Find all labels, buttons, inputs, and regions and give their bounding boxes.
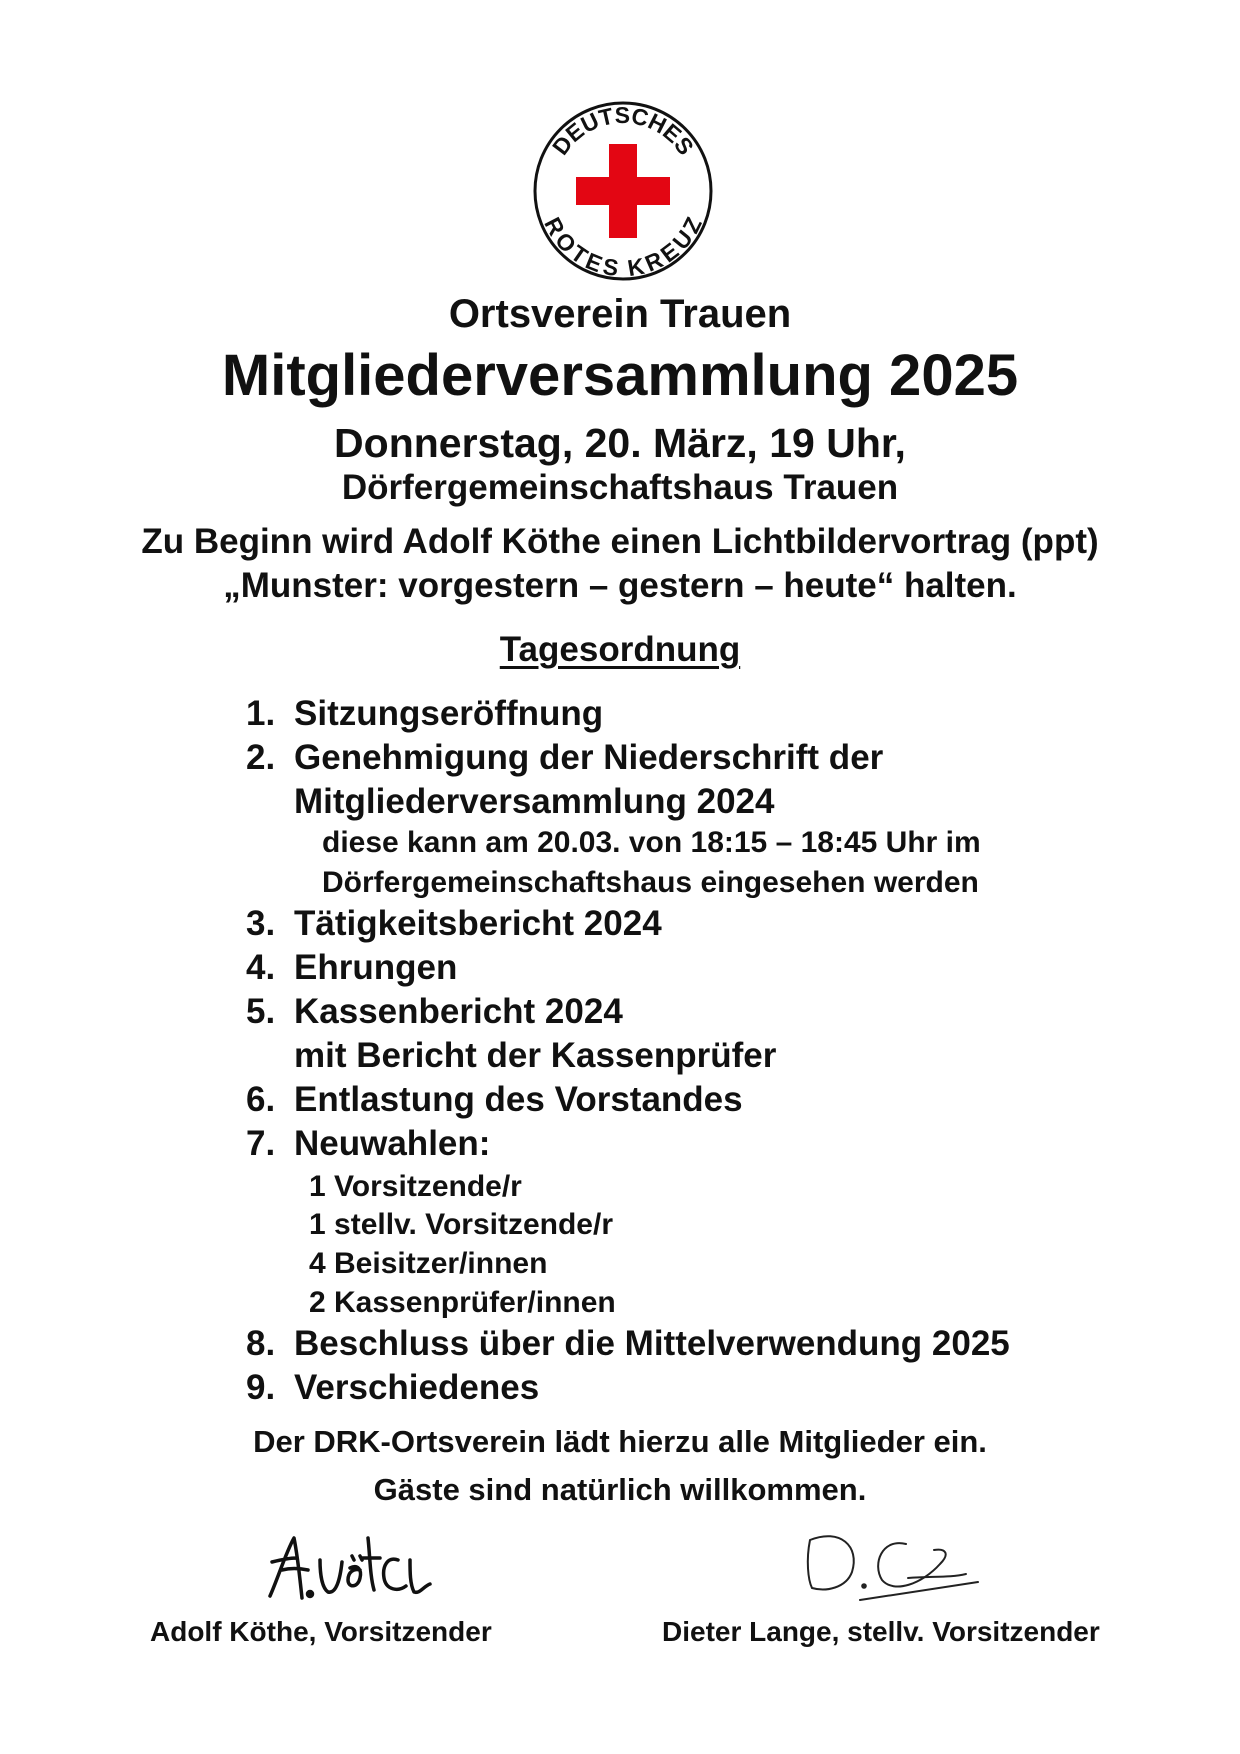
agenda-item-6: Entlastung des Vorstandes [294, 1080, 743, 1119]
agenda-num-4: 4. [246, 948, 276, 987]
intro-line-1: Zu Beginn wird Adolf Köthe einen Lichtbildervortrag (ppt) [141, 522, 1099, 561]
agenda-num-1: 1. [246, 694, 276, 733]
page-title: Mitgliederversammlung 2025 [221, 343, 1019, 408]
agenda-item-7-sub-3: 4 Beisitzer/innen [309, 1247, 548, 1280]
signature-left [264, 1530, 434, 1610]
agenda-num-6: 6. [246, 1080, 276, 1119]
agenda-item-3: Tätigkeitsbericht 2024 [294, 904, 662, 943]
agenda-num-9: 9. [246, 1368, 276, 1407]
agenda-item-5-line-2: mit Bericht der Kassenprüfer [294, 1036, 777, 1075]
agenda-item-4: Ehrungen [294, 948, 458, 987]
agenda-item-1: Sitzungseröffnung [294, 694, 604, 733]
red-cross-emblem [530, 98, 716, 284]
logo-bottom-text: ROTES KREUZ [539, 213, 707, 282]
drk-logo [530, 98, 716, 284]
agenda-item-5: Kassenbericht 2024 [294, 992, 623, 1031]
signature-right [790, 1520, 990, 1610]
closing-line-1: Der DRK-Ortsverein lädt hierzu alle Mitglieder ein. [253, 1424, 987, 1459]
intro-line-2: „Munster: vorgestern – gestern – heute“ halten. [223, 566, 1017, 605]
agenda-item-9: Verschiedenes [294, 1368, 540, 1407]
signer-left-name: Adolf Köthe, Vorsitzender [150, 1616, 492, 1647]
agenda-item-7-sub-1: 1 Vorsitzende/r [309, 1170, 522, 1203]
agenda-title: Tagesordnung [499, 630, 741, 669]
agenda-item-2-note-1: diese kann am 20.03. von 18:15 – 18:45 Uhr im [322, 826, 981, 859]
agenda-num-8: 8. [246, 1324, 276, 1363]
agenda-item-8: Beschluss über die Mittelverwendung 2025 [294, 1324, 1010, 1363]
event-date: Donnerstag, 20. März, 19 Uhr, [334, 420, 906, 466]
logo-top-text: DEUTSCHES [547, 101, 700, 160]
cross-horizontal [576, 177, 670, 205]
agenda-item-7-sub-2: 1 stellv. Vorsitzende/r [309, 1208, 613, 1241]
agenda-num-5: 5. [246, 992, 276, 1031]
agenda-num-7: 7. [246, 1124, 276, 1163]
event-venue: Dörfergemeinschaftshaus Trauen [341, 468, 899, 507]
org-name: Ortsverein Trauen [448, 292, 792, 336]
agenda-item-7: Neuwahlen: [294, 1124, 491, 1163]
agenda-item-2-line-2: Mitgliederversammlung 2024 [294, 782, 775, 821]
closing-line-2: Gäste sind natürlich willkommen. [373, 1472, 867, 1507]
agenda-item-7-sub-4: 2 Kassenprüfer/innen [309, 1286, 616, 1319]
agenda-num-3: 3. [246, 904, 276, 943]
agenda-item-2-note-2: Dörfergemeinschaftshaus eingesehen werden [322, 866, 979, 899]
signer-right-name: Dieter Lange, stellv. Vorsitzender [662, 1616, 1100, 1647]
agenda-item-2: Genehmigung der Niederschrift der [294, 738, 884, 777]
agenda-num-2: 2. [246, 738, 276, 777]
